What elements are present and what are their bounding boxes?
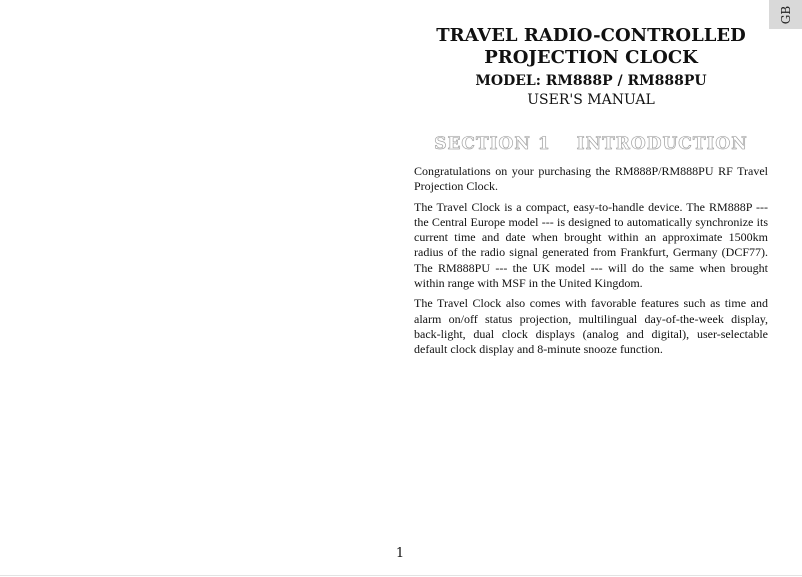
document-title	[414, 25, 768, 69]
section-name: INTRODUCTION	[576, 134, 748, 154]
manual-subtitle: USER'S MANUAL	[527, 92, 655, 108]
section-heading	[414, 134, 768, 154]
language-tab	[769, 0, 802, 29]
title-line-2: PROJECTION CLOCK	[484, 47, 698, 68]
model-line: MODEL: RM888P / RM888PU	[475, 73, 707, 89]
language-tab-label: GB	[778, 5, 793, 24]
section-number: SECTION 1	[434, 134, 551, 154]
page-bottom-divider	[0, 575, 802, 576]
paragraph: The Travel Clock also comes with favorable features such as time and alarm on/off status projection, multilingual day-of-the-week display, back-light, dual clock displays (analog and digital), user-selectable default clock display and 8-minute snooze function.	[414, 296, 768, 357]
title-line-1: TRAVEL RADIO-CONTROLLED	[436, 25, 746, 46]
page-number: 1	[395, 546, 405, 561]
intro-body	[414, 164, 768, 363]
paragraph: Congratulations on your purchasing the RM888P/RM888PU RF Travel Projection Clock.	[414, 164, 768, 194]
paragraph: The Travel Clock is a compact, easy-to-handle device. The RM888P --- the Central Europe model --- is designed to automatically synchronize its current time and date when brought within an approximate 1500km radius of the radio signal generated from Frankfurt, Germany (DCF77). The RM888PU --- the UK model --- will do the same when brought within range with MSF in the United Kingdom.	[414, 199, 768, 291]
